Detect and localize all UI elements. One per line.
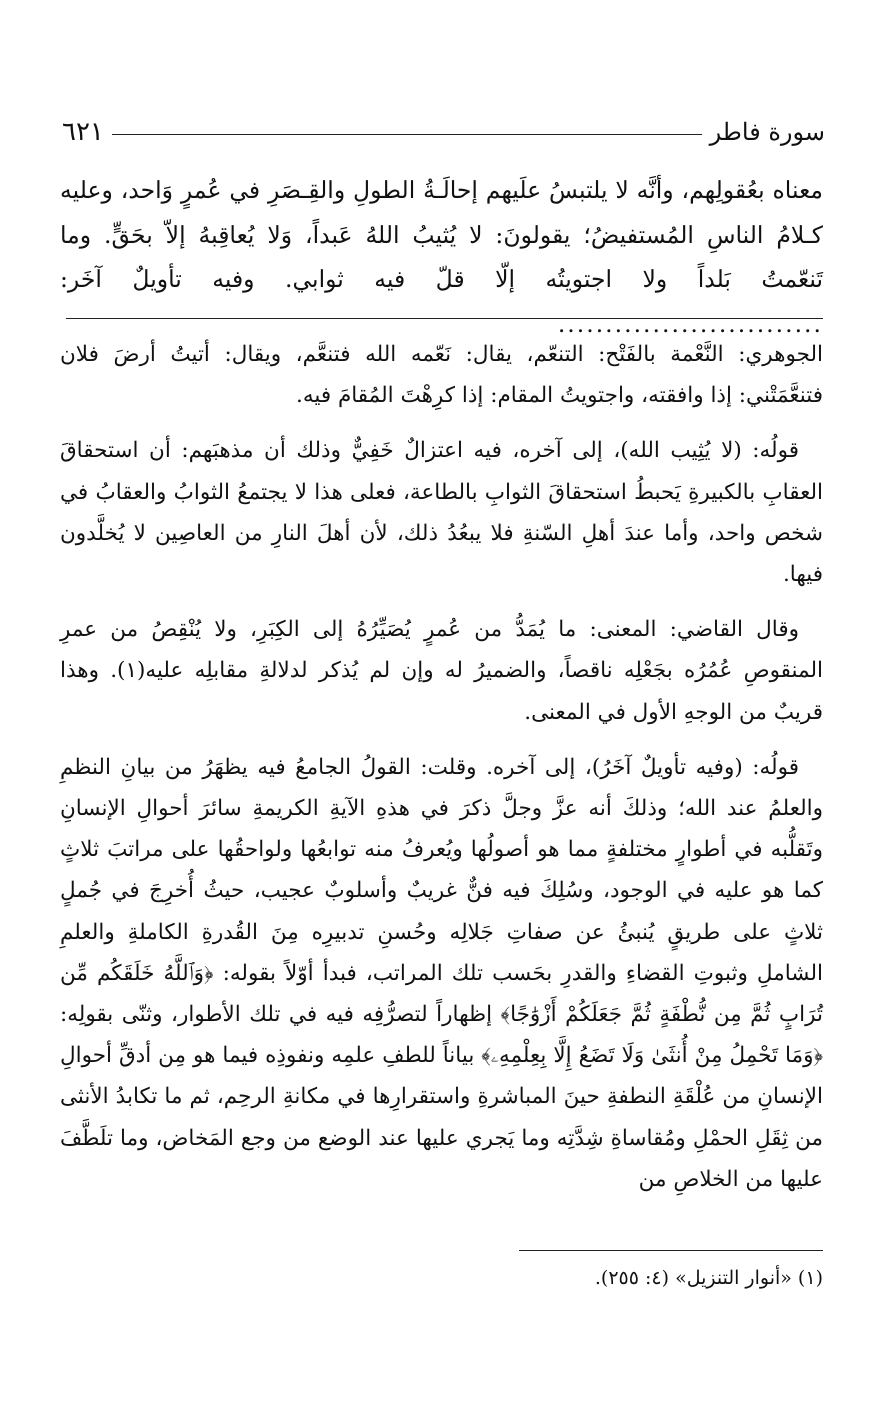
footnote-rule [519, 1250, 823, 1251]
main-text-block [60, 168, 823, 346]
main-text: معناه بعُقولِهم، وأنَّه لا يلتبسُ علَيهم إحالَـةُ الطولِ والقِـصَرِ في عُمرٍ وَاحد، وعليه كـلامُ الناسِ المُستفيضُ؛ يقولونَ: لا يُثيبُ اللهُ عَبداً، وَلا يُعاقِبهُ إلاّ بحَقٍّ. وما تَنعّمتُ بَلداً ولا اجتويتُه إلّا قلّ فيه ثوابي. وفيه تأويلٌ آخَر: [60, 176, 823, 293]
surah-title: سورة فاطر [709, 118, 825, 146]
main-paragraph [60, 168, 823, 346]
page-header [62, 112, 825, 152]
commentary-paragraph: وقال القاضي: المعنى: ما يُمَدُّ من عُمرٍ يُصَيِّرُهُ إلى الكِبَرِ، ولا يُنْقِصُ من عمرِ المنقوصِ عُمُرُه بجَعْلِه ناقصاً، والضميرُ له وإن لم يُذكر لدلالةِ مقابلِه عليه(١). وهذا قريبٌ من الوجهِ الأول في المعنى. [60, 617, 823, 725]
commentary-paragraph: قولُه: (لا يُثِيب الله)، إلى آخره، فيه اعتزالٌ خَفِيٌّ وذلك أن مذهبَهم: أن استحقاقَ العقابِ بالكبيرةِ يَحبطُ استحقاقَ الثوابِ بالطاعة، فعلى هذا لا يجتمعُ الثوابُ والعقابُ في شخص واحد، وأما عندَ أهلِ السّنةِ فلا يبعُدُ ذلك، لأن أهلَ النارِ من العاصِين لا يُخلَّدون فيها. [60, 438, 823, 588]
commentary-block [60, 334, 823, 1214]
commentary-paragraph: الجوهري: النَّعْمة بالفَتْح: التنعّم، يقال: نَعّمه الله فتنعَّم، ويقال: أتيتُ أرضَ فلان فتنعَّمَتْني: إذا وافقته، واجتويتُ المقام: إذا كرِهْتَ المُقامَ فيه. [60, 342, 823, 409]
header-rule [112, 134, 702, 135]
continuation-dots: ............................ [557, 309, 823, 338]
text-divider [66, 318, 823, 319]
footnote: (١) «أنوار التنزيل» (٤: ٢٥٥). [594, 1267, 823, 1289]
page-number: ٦٢١ [62, 117, 104, 147]
commentary-paragraph: قولُه: (وفيه تأويلٌ آخَرُ)، إلى آخره. وقلت: القولُ الجامعُ فيه يظهَرُ من بيانِ النظمِ والعلمُ عند الله؛ وذلكَ أنه عزَّ وجلَّ ذكرَ في هذهِ الآيةِ الكريمةِ سائرَ أحوالِ الإنسانِ وتَقلُّبه في أطوارٍ مختلفةٍ مما هو أصولُها ويُعرفُ منه توابعُها ولواحقُها على مراتبَ ثلاثٍ كما هو عليه في الوجود، وسُلِكَ فيه فنٌّ غريبٌ وأسلوبٌ عجيب، حيثُ أُخرِجَ في جُملٍ ثلاثٍ على طريقٍ يُنبئُ عن صفاتِ جَلالِه وحُسنِ تدبيرِه مِنَ القُدرةِ الكاملةِ والعلمِ الشاملِ وثبوتِ القضاءِ والقدرِ بحَسب تلك المراتب، فبدأ أوّلاً بقوله: ﴿وَٱللَّهُ خَلَقَكُم مِّن تُرَابٍ ثُمَّ مِن نُّطْفَةٍ ثُمَّ جَعَلَكُمْ أَزْوَٰجًا﴾ إظهاراً لتصرُّفِه فيه في تلك الأطوار، وثنّى بقولِه: ﴿وَمَا تَحْمِلُ مِنْ أُنثَىٰ وَلَا تَضَعُ إِلَّا بِعِلْمِهِۦ﴾ بياناً للطفِ علمِه ونفوذِه فيما هو مِن أدقِّ أحوالِ الإنسانِ من عُلْقَةِ النطفةِ حينَ المباشرةِ واستقرارِها في مكانةِ الرحِم، ثم ما تكابدُ الأنثى من ثِقَلِ الحمْلِ ومُقاساةِ شِدَّتِه وما يَجري عليها عند الوضع من وجع المَخاض، وما تلَطَّفَ عليها من الخلاصِ من [60, 754, 823, 1192]
